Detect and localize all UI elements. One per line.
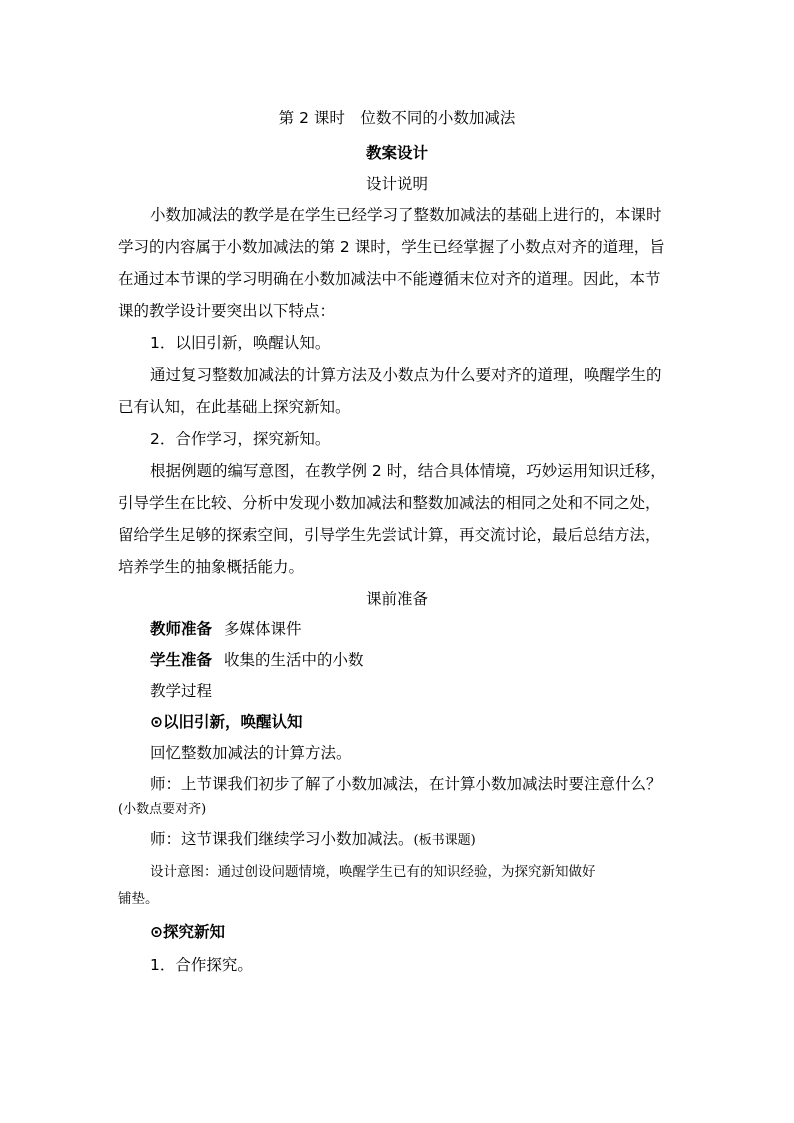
- point-2-line: 培养学生的抽象概括能力。: [118, 558, 305, 576]
- point-2-line: 根据例题的编写意图，在教学例 2 时，结合具体情境，巧妙运用知识迁移，: [150, 462, 666, 480]
- circle-dot-icon: ⊙: [150, 923, 163, 941]
- prep-heading: 课前准备: [365, 590, 428, 608]
- point-1-line: 已有认知，在此基础上探究新知。: [118, 398, 351, 416]
- teacher-prep-row: [150, 619, 302, 639]
- step-1: 1．合作探究。: [150, 956, 253, 974]
- lesson-plan-heading: 教案设计: [365, 144, 428, 162]
- intro-line: 学习的内容属于小数加减法的第 2 课时，学生已经掌握了小数点对齐的道理，旨: [118, 238, 665, 256]
- point-1-line: 通过复习整数加减法的计算方法及小数点为什么要对齐的道理，唤醒学生的: [150, 366, 662, 384]
- blackboard-note: (板书课题): [413, 833, 476, 848]
- student-prep-value: 收集的生活中的小数: [224, 651, 364, 669]
- intro-line: 小数加减法的教学是在学生已经学习了整数加减法的基础上进行的，本课时: [150, 206, 662, 224]
- section-2-title: 探究新知: [163, 923, 226, 941]
- section-1-title: 以旧引新，唤醒认知: [163, 713, 303, 731]
- circle-dot-icon: ⊙: [150, 713, 163, 731]
- student-prep-label: 学生准备: [150, 651, 213, 669]
- intro-line: 在通过本节课的学习明确在小数加减法中不能遵循末位对齐的道理。因此，本节: [118, 270, 661, 288]
- section-1-heading: [150, 712, 303, 732]
- teacher-prep-label: 教师准备: [150, 620, 213, 638]
- answer-1: (小数点要对齐): [118, 802, 207, 817]
- teacher-question-2: [150, 829, 476, 851]
- design-intent-line: 铺垫。: [118, 891, 159, 907]
- section-2-heading: [150, 922, 225, 942]
- teacher-question-2-text: 师：这节课我们继续学习小数加减法。: [150, 830, 414, 848]
- point-1-heading: 1．以旧引新，唤醒认知。: [150, 334, 331, 352]
- intro-line: 课的教学设计要突出以下特点：: [118, 302, 336, 320]
- point-2-line: 引导学生在比较、分析中发现小数加减法和整数加减法的相同之处和不同之处，: [118, 494, 661, 512]
- process-heading: 教学过程: [150, 682, 213, 700]
- lesson-title: 第 2 课时 位数不同的小数加减法: [278, 109, 516, 127]
- teacher-question-1: 师：上节课我们初步了解了小数加减法，在计算小数加减法时要注意什么？: [150, 775, 662, 793]
- point-2-line: 留给学生足够的探索空间，引导学生先尝试计算，再交流讨论，最后总结方法，: [118, 526, 661, 544]
- review-line: 回忆整数加减法的计算方法。: [150, 744, 352, 762]
- point-2-heading: 2．合作学习，探究新知。: [150, 430, 331, 448]
- student-prep-row: [150, 650, 364, 670]
- design-note-heading: 设计说明: [365, 175, 428, 193]
- teacher-prep-value: 多媒体课件: [224, 620, 302, 638]
- design-intent-line: 设计意图：通过创设问题情境，唤醒学生已有的知识经验，为探究新知做好: [150, 864, 596, 880]
